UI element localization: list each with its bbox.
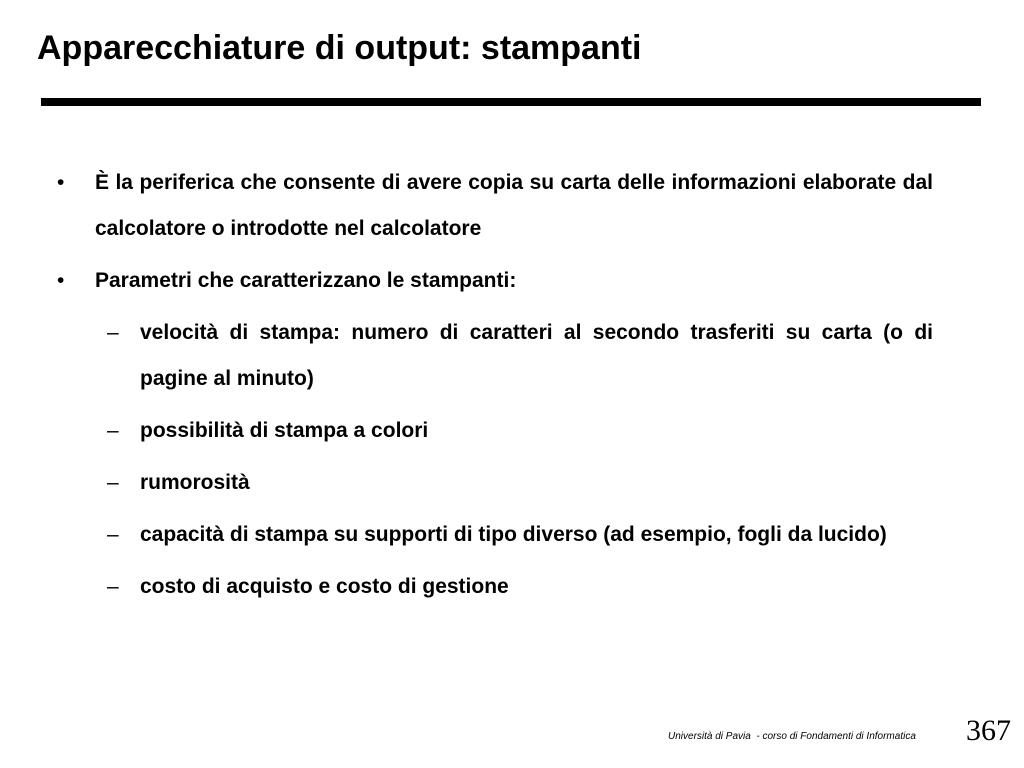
- subbullet-text: costo di acquisto e costo di gestione: [140, 575, 509, 598]
- dash-marker: –: [107, 523, 119, 546]
- footer-institution: Università di Pavia - corso di Fondamenti di Informatica: [668, 731, 916, 742]
- subbullet-text: capacità di stampa su supporti di tipo diverso (ad esempio, fogli da lucido): [140, 523, 887, 546]
- subbullet-text: possibilità di stampa a colori: [140, 419, 429, 442]
- subbullet-item-speed: [55, 310, 933, 402]
- dash-marker: –: [107, 575, 119, 598]
- slide-title: Apparecchiature di output: stampanti: [37, 29, 642, 67]
- bullet-list: [55, 160, 933, 616]
- subbullet-item-cost: [55, 564, 933, 610]
- subbullet-text: velocità di stampa: numero di caratteri al secondo trasferiti su carta (o di pagine al minuto): [140, 321, 933, 390]
- dash-marker: –: [107, 471, 119, 494]
- bullet-marker: •: [57, 269, 65, 292]
- bullet-item-parameters: [55, 258, 933, 304]
- dash-marker: –: [107, 419, 119, 442]
- subbullet-text: rumorosità: [140, 471, 250, 494]
- subbullet-item-media: [55, 512, 933, 558]
- bullet-item-definition: [55, 160, 933, 252]
- bullet-text: Parametri che caratterizzano le stampanti:: [95, 269, 517, 292]
- page-number: 367: [966, 714, 1011, 747]
- subbullet-item-noise: [55, 460, 933, 506]
- dash-marker: –: [107, 321, 119, 344]
- title-underline: [41, 98, 981, 106]
- subbullet-item-color: [55, 408, 933, 454]
- bullet-marker: •: [57, 171, 65, 194]
- bullet-text: È la periferica che consente di avere copia su carta delle informazioni elaborate dal calcolatore o introdotte nel calcolatore: [95, 171, 933, 240]
